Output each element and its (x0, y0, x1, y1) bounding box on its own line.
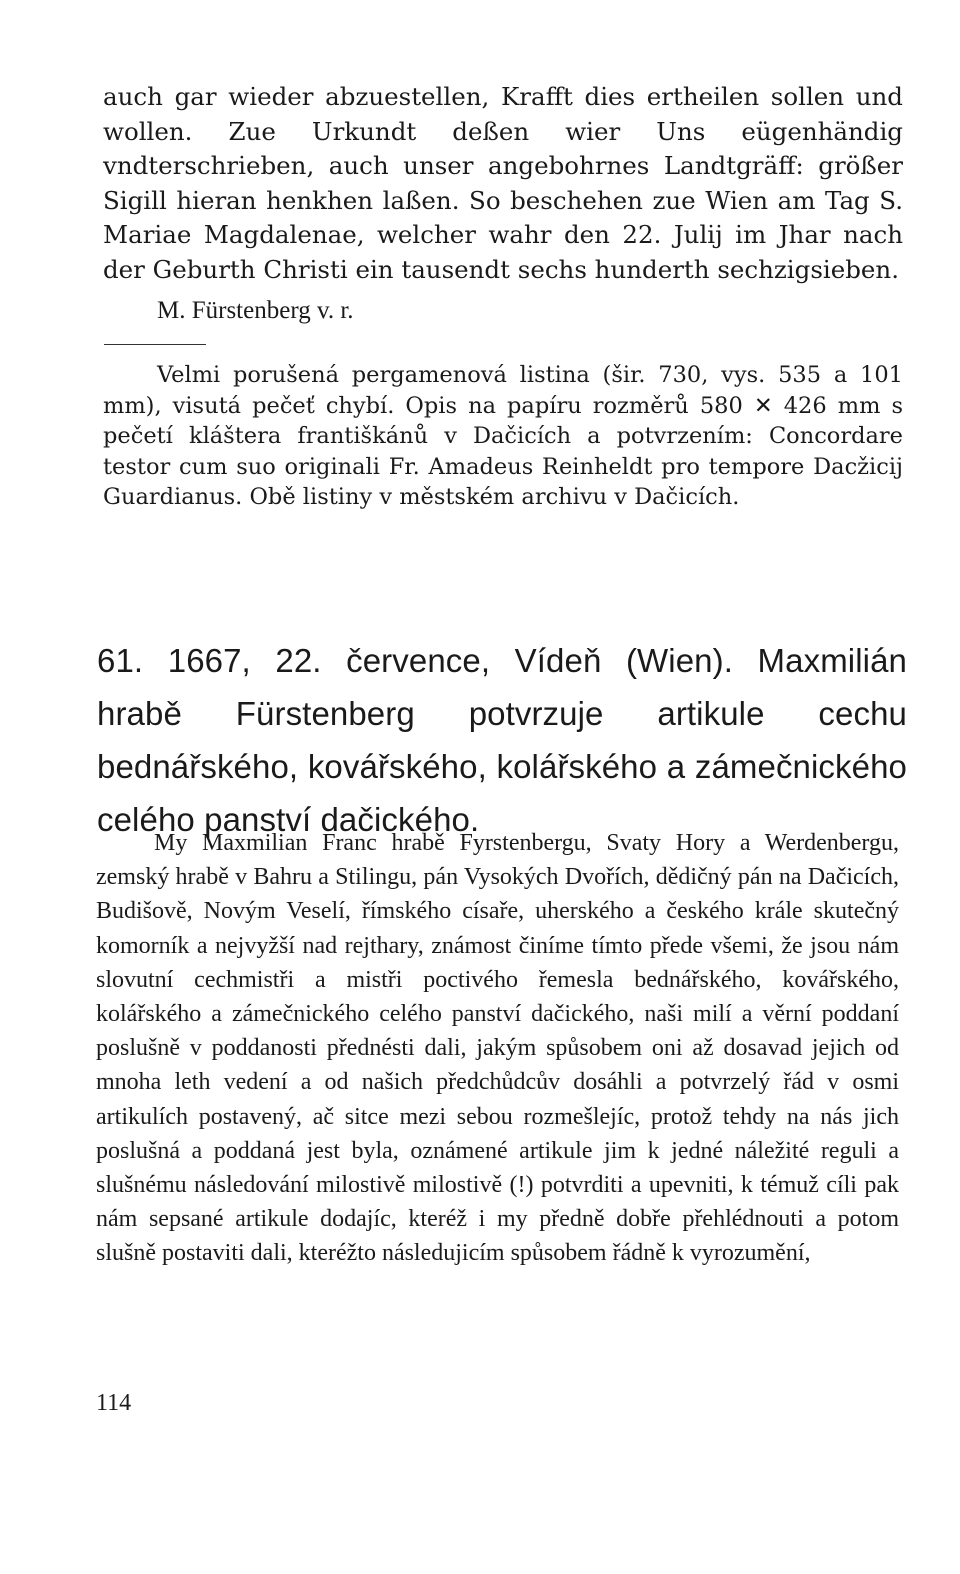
page-number: 114 (96, 1390, 132, 1416)
german-text-paragraph: auch gar wieder abzuestellen, Krafft dies ertheilen sollen und wollen. Zue Urkundt deßen wier Uns eügenhändig vndterschrieben, auch unser angebohrnes Landtgräff: größer Sigill hieran henkhen laßen. So beschehen zue Wien am Tag S. Mariae Magdalenae, welcher wahr den 22. Julij im Jhar nach der Geburth Christi ein tausendt sechs hunderth sechzigsieben. (103, 82, 903, 284)
signature-line: M. Fürstenberg v. r. (157, 297, 354, 324)
separator-rule (104, 344, 206, 345)
archival-note-text: Velmi porušená pergamenová listina (šir. 730, vys. 535 a 101 mm), visutá pečeť chybí. Opis na papíru rozměrů 580 ✕ 426 mm s pečetí kláštera františkánů v Dačicích a potvrzením: Concordare testor cum suo originali Fr. Amadeus Reinheldt pro tempore Dacžicij Guardianus. Obě listiny v městském archivu v Dačicích. (103, 362, 903, 510)
czech-text: My Maxmilian Franc hrabě Fyrstenbergu, Svaty Hory a Werdenbergu, zemský hrabě v Bahru a Stilingu, pán Vysokých Dvořích, dědičný pán na Dačicích, Budišově, Novým Veselí, římského císaře, uherského a českého krále skutečný komorník a nejvyžší nad rejthary, známost činíme tímto přede všemi, že jsou nám slovutní cechmistři a mistři poctivého řemesla bednářského, kovářského, kolářského a zámečnického celého panství dačického, naši milí a věrní poddaní poslušně v poddanosti přednésti dali, jakým spůsobem oni až dosavad jejich od mnoha leth vedení a od našich předchůdcův dosáhli a potvrzelý řád v osmi artikulích postavený, ač sitce mezi sebou rozmešlejíc, protož tehdy na nás jich poslušná a poddaná jest byla, oznámené artikule jim k jedné náležité reguli a slušnému následování milostivě milostivě (!) potvrditi a upevniti, k témuž cíli pak nám sepsané artikule dodajíc, kteréž i my předně dobře přehlédnouti a potom slušně postaviti dali, kteréžto následujicím spůsobem řádně k vyrozumění, (96, 830, 899, 1267)
archival-note (103, 360, 903, 513)
document-heading: 61. 1667, 22. července, Vídeň (Wien). Maxmilián hrabě Fürstenberg potvrzuje artikule cechu bednářského, kovářského, kolářského a zámečnického celého panství dačického. (97, 642, 907, 838)
czech-text-paragraph (96, 826, 899, 1271)
